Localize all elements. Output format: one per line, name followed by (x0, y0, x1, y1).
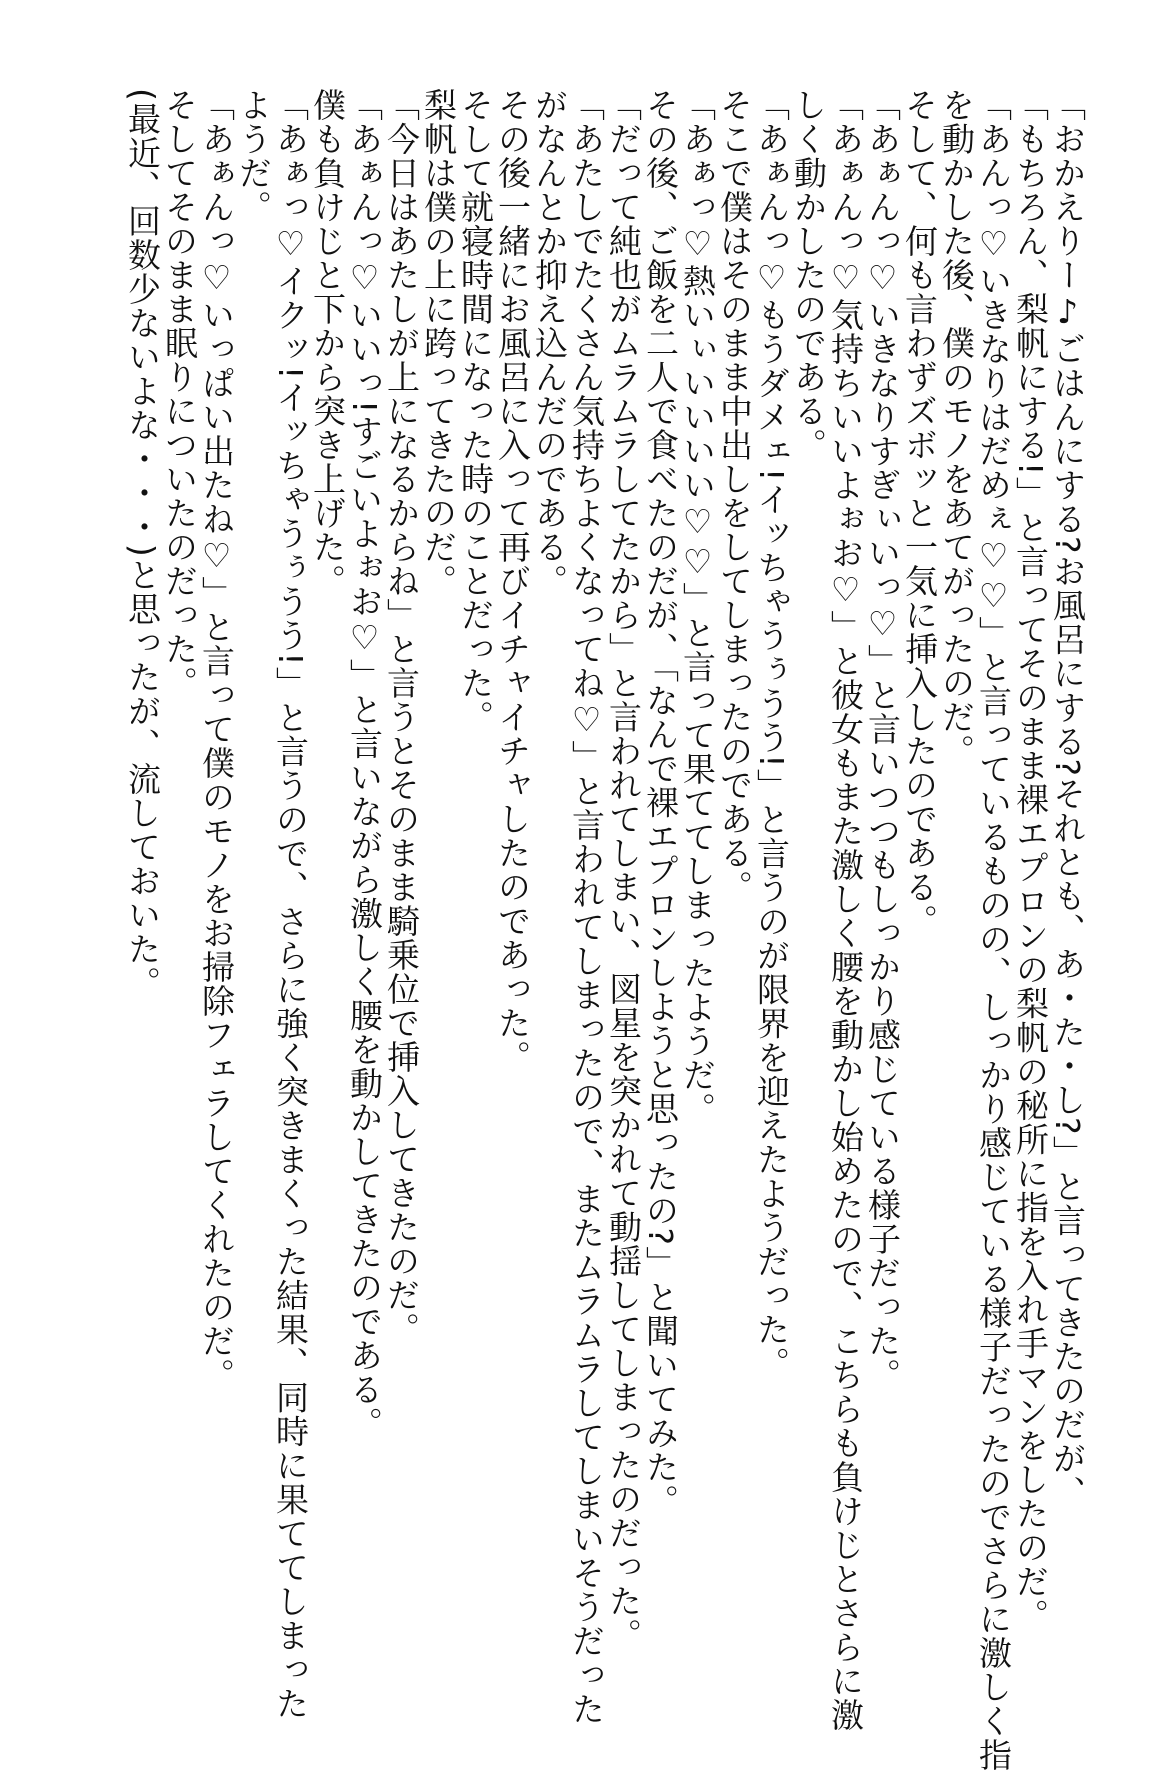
text-line: 「おかえりー♪ごはんにする?お風呂にする?それとも、あ・た・し?」と言ってきたのだが、 (1048, 88, 1087, 1510)
text-line: 「だって純也がムラムラしてたから」と言われてしまい、図星を突かれて動揺してしまったのだった。 (604, 88, 643, 1652)
text-line: しく動かしたのである。 (789, 88, 828, 462)
text-line: 僕も負けじと下から突き上げた。 (308, 88, 347, 598)
text-line: (最近、回数少ないよな・・・)と思ったが、流しておいた。 (123, 88, 162, 1000)
text-line: 「あたしでたくさん気持ちよくなってね♡」と言われてしまったので、またムラムラしてしまいそうだった (567, 88, 606, 1726)
text-line: 梨帆は僕の上に跨ってきたのだ。 (419, 88, 458, 598)
text-line: 「もちろん、梨帆にする!」と言ってそのまま裸エプロンの梨帆の秘所に指を入れ手マンをしたのだ。 (1011, 88, 1050, 1633)
text-line: 「あぁんっ♡気持ちいいよぉお♡」と彼女もまた激しく腰を動かし始めたので、こちらも負けじとさらに激 (826, 88, 865, 1732)
text-line: そしてそのまま眠りについたのだった。 (160, 88, 199, 700)
text-line: 「あぁんっ♡いいっ!すごいよぉお♡」と言いながら激しく腰を動かしてきたのである。 (345, 88, 384, 1441)
text-line: 「あぁんっ♡いっぱい出たね♡」と言って僕のモノをお掃除フェラしてくれたのだ。 (197, 88, 236, 1392)
text-line: 「あぁんっ♡いきなりすぎぃいっ♡」と言いつつもしっかり感じている様子だった。 (863, 88, 902, 1392)
text-line: 「あぁんっ♡もうダメェ!イッちゃうぅうう!」と言うのが限界を迎えたようだった。 (752, 88, 791, 1381)
text-line: を動かした後、僕のモノをあてがったのだ。 (937, 88, 976, 768)
text-line: そして就寝時間になった時のことだった。 (456, 88, 495, 734)
text-line: そこで僕はそのまま中出しをしてしまったのである。 (715, 88, 754, 904)
text-line: その後、ご飯を二人で食べたのだが、「なんで裸エプロンしようと思ったの?」と聞いてみた。 (641, 88, 680, 1519)
text-line: そして、何も言わずズボッと一気に挿入したのである。 (900, 88, 939, 938)
text-line: 「あぁっ♡熱いぃいいいい♡♡」と言って果ててしまったようだ。 (678, 88, 717, 1126)
text-line: 「あんっ♡いきなりはだめぇ♡♡」と言っているものの、しっかり感じている様子だったのでさらに激しく指 (974, 88, 1013, 1772)
text-line: がなんとか抑え込んだのである。 (530, 88, 569, 598)
text-line: 「今日はあたしが上になるからね」と言うとそのまま騎乗位で挿入してきたのだ。 (382, 88, 421, 1346)
text-line: ようだ。 (234, 88, 273, 224)
vertical-text-page (123, 88, 1087, 1772)
text-line: 「あぁっ♡イクッ!イッちゃうぅうう!」と言うので、さらに強く突きまくった結果、同時に果ててしまった (271, 88, 310, 1721)
text-line: その後一緒にお風呂に入って再びイチャイチャしたのであった。 (493, 88, 532, 1074)
